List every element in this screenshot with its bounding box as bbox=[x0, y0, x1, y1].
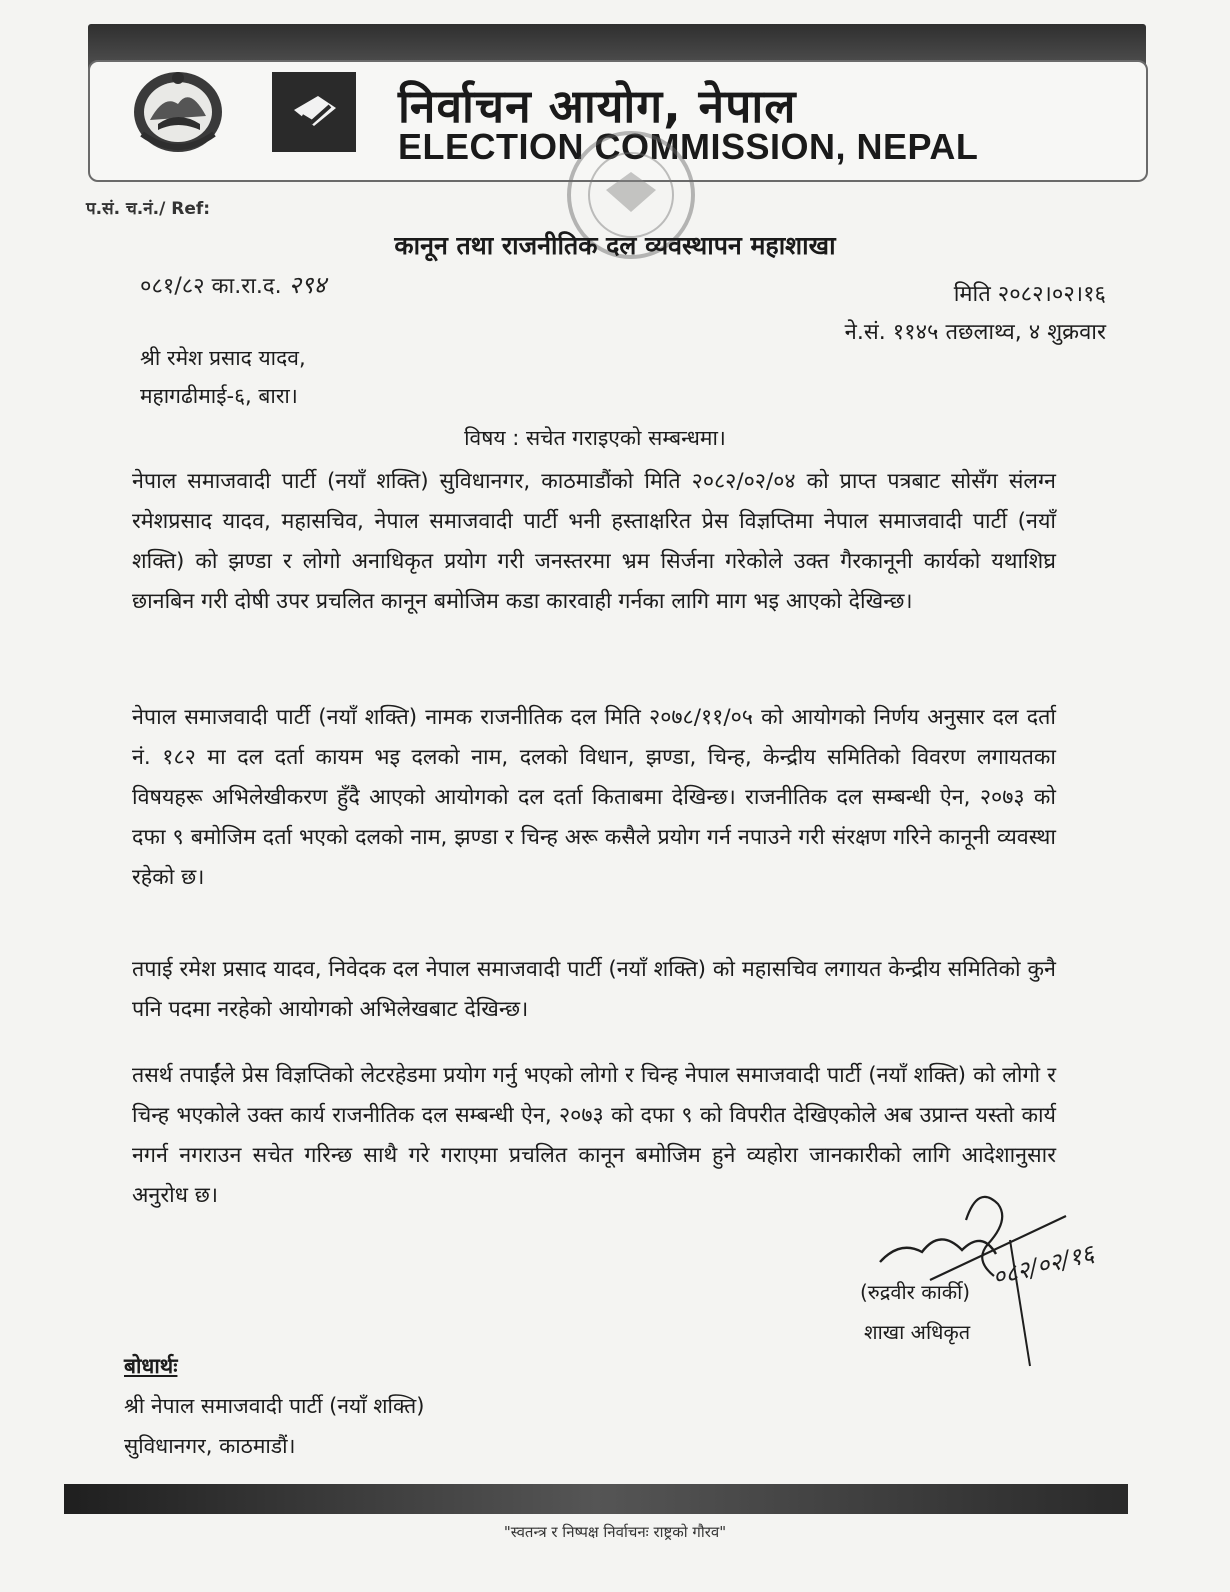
footer-bar bbox=[64, 1484, 1128, 1514]
footer-motto: "स्वतन्त्र र निष्पक्ष निर्वाचनः राष्ट्रको गौरव" bbox=[503, 1523, 727, 1541]
cc-recipient: श्री नेपाल समाजवादी पार्टी (नयाँ शक्ति) bbox=[124, 1394, 425, 1418]
reference-number-printed: ०८१/८२ का.रा.द. bbox=[140, 274, 282, 299]
letter-date: मिति २०८२।०२।१६ bbox=[953, 282, 1106, 307]
recipient-name: श्री रमेश प्रसाद यादव, bbox=[140, 346, 306, 370]
signature-date: ०८२/०२/१६ bbox=[989, 1239, 1097, 1292]
body-paragraph-3: तपाई रमेश प्रसाद यादव, निवेदक दल नेपाल समाजवादी पार्टी (नयाँ शक्ति) को महासचिव लगायत केन्द्रीय समितिको कुनै पनि पदमा नरहेको आयोगको अभिलेखबाट देखिन्छ। bbox=[132, 957, 1056, 1022]
body-paragraph-1: नेपाल समाजवादी पार्टी (नयाँ शक्ति) सुविधानगर, काठमाडौंको मिति २०८२/०२/०४ को प्राप्त पत्रबाट सोसँग संलग्न रमेशप्रसाद यादव, महासचिव, नेपाल समाजवादी पार्टी भनी हस्ताक्षरित प्रेस विज्ञप्तिमा नेपाल समाजवादी पार्टी (नयाँ शक्ति) को झण्डा र लोगो अनाधिकृत प्रयोग गरी जनस्तरमा भ्रम सिर्जना गरेकोले उक्त गैरकानूनी कार्यको यथाशिघ्र छानबिन गरी दोषी उपर प्रचलित कानून बमोजिम कडा कारवाही गर्नका लागि माग भइ आएको देखिन्छ। bbox=[132, 469, 1056, 614]
letterhead-title-nepali: निर्वाचन आयोग, नेपाल bbox=[398, 79, 797, 133]
recipient-address: महागढीमाई-६, बारा। bbox=[140, 384, 298, 408]
division-title: कानून तथा राजनीतिक दल व्यवस्थापन महाशाखा bbox=[394, 231, 836, 260]
body-paragraph-2: नेपाल समाजवादी पार्टी (नयाँ शक्ति) नामक राजनीतिक दल मिति २०७८/११/०५ को आयोगको निर्णय अनुसार दल दर्ता नं. १८२ मा दल दर्ता कायम भइ दलको नाम, दलको विधान, झण्डा, चिन्ह, केन्द्रीय समितिको विवरण लगायतका विषयहरू अभिलेखीकरण हुँदै आएको आयोगको दल दर्ता किताबमा देखिन्छ। राजनीतिक दल सम्बन्धी ऐन, २०७३ को दफा ९ बमोजिम दर्ता भएको दलको नाम, झण्डा र चिन्ह अरू कसैले प्रयोग गर्न नपाउने गरी संरक्षण गरिने कानूनी व्यवस्था रहेको छ। bbox=[132, 705, 1056, 890]
letterhead-title-english: ELECTION COMMISSION, NEPAL bbox=[398, 126, 979, 167]
cc-address: सुविधानगर, काठमाडौं। bbox=[124, 1434, 296, 1458]
nepal-sambat-date: ने.सं. ११४५ तछलाथ्व, ४ शुक्रवार bbox=[844, 320, 1106, 345]
letter-subject: विषय : सचेत गराइएको सम्बन्धमा। bbox=[464, 426, 726, 450]
ballot-logo-icon bbox=[272, 72, 356, 152]
reference-label: प.सं. च.नं./ Ref: bbox=[86, 199, 211, 219]
signatory-title: शाखा अधिकृत bbox=[864, 1320, 971, 1344]
body-paragraph-4: तसर्थ तपाईंले प्रेस विज्ञप्तिको लेटरहेडमा प्रयोग गर्नु भएको लोगो र चिन्ह नेपाल समाजवादी पार्टी (नयाँ शक्ति) को लोगो र चिन्ह भएकोले उक्त कार्य राजनीतिक दल सम्बन्धी ऐन, २०७३ को दफा ९ को विपरीत देखिएकोले अब उप्रान्त यस्तो कार्य नगर्न नगराउन सचेत गरिन्छ साथै गरे गराएमा प्रचलित कानून बमोजिम हुने व्यहोरा जानकारीको लागि आदेशानुसार अनुरोध छ। bbox=[132, 1063, 1056, 1208]
cc-heading: बोधार्थः bbox=[124, 1354, 178, 1378]
reference-number bbox=[140, 268, 326, 301]
reference-number-handwritten: २९४ bbox=[288, 271, 327, 299]
nepal-emblem-icon bbox=[128, 64, 228, 156]
signatory-name: (रुद्रवीर कार्की) bbox=[860, 1280, 971, 1304]
